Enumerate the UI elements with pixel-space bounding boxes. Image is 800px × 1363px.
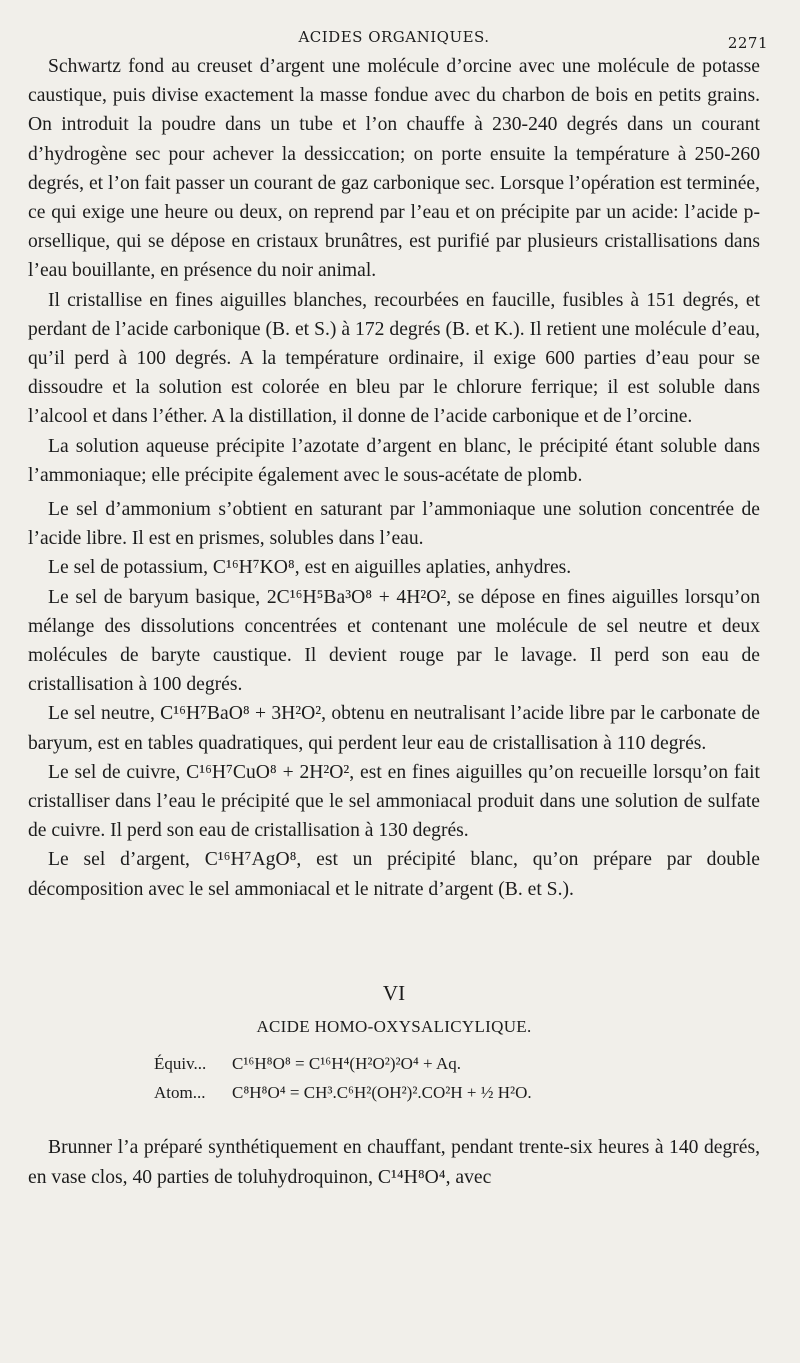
page-number: 2271 xyxy=(727,34,768,52)
paragraph-potassium-salt: Le sel de potassium, C¹⁶H⁷KO⁸, est en aiguilles aplaties, anhydres. xyxy=(48,557,572,579)
paragraph-silver-salt: Le sel d’argent, C¹⁶H⁷AgO⁸, est un précipité blanc, qu’on prépare par double décomposition avec le sel ammoniacal et le nitrate d’argent (B. et S.). xyxy=(28,849,760,900)
formula-text: C⁸H⁸O⁴ = CH³.C⁶H²(OH²)².CO²H + ½ H²O. xyxy=(232,1083,532,1103)
section-number: VI xyxy=(382,980,406,1005)
formula-row-atom xyxy=(154,1078,760,1107)
formula-text: C¹⁶H⁸O⁸ = C¹⁶H⁴(H²O²)²O⁴ + Aq. xyxy=(232,1054,461,1074)
formula-row-equiv xyxy=(154,1049,760,1078)
paragraph-reactions: La solution aqueuse précipite l’azotate d’argent en blanc, le précipité étant soluble dans l’ammoniaque; elle précipite également avec le sous-acétate de plomb. xyxy=(28,435,760,486)
paragraph-basic-barium-salt: Le sel de baryum basique, 2C¹⁶H⁵Ba³O⁸ + 4H²O², se dépose en fines aiguilles lorsqu’on mélange des dissolutions concentrées et contenant une molécule de sel neutre et deux molécules de baryte caustique. Il devient rouge par le lavage. Il perd son eau de cristallisation à 100 degrés. xyxy=(28,586,760,696)
formula-label: Équiv... xyxy=(154,1054,207,1074)
formula-block xyxy=(154,1049,760,1107)
running-title: ACIDES ORGANIQUES. xyxy=(298,28,490,46)
paragraph-neutral-salt: Le sel neutre, C¹⁶H⁷BaO⁸ + 3H²O², obtenu en neutralisant l’acide libre par le carbonate de baryum, est en tables quadratiques, qui perdent leur eau de cristallisation à 110 degrés. xyxy=(28,703,760,754)
paragraph-properties: Il cristallise en fines aiguilles blanches, recourbées en faucille, fusibles à 151 degrés, et perdant de l’acide carbonique (B. et S.) à 172 degrés (B. et K.). Il retient une molécule d’eau, qu’il perd à 100 degrés. A la température ordinaire, il exige 600 parties d’eau pour se dissoudre et la solution est colorée en bleu par le chlorure ferrique; il est soluble dans l’alcool et dans l’éther. A la distillation, il donne de l’acide carbonique et de l’orcine. xyxy=(28,289,760,428)
paragraph-ammonium-salt: Le sel d’ammonium s’obtient en saturant par l’ammoniaque une solution concentrée de l’acide libre. Il est en prismes, solubles dans l’eau. xyxy=(28,499,760,550)
paragraph-synthesis: Brunner l’a préparé synthétiquement en chauffant, pendant trente-six heures à 140 degrés, en vase clos, 40 parties de toluhydroquinon, C¹⁴H⁸O⁴, avec xyxy=(28,1137,760,1188)
running-head xyxy=(28,22,768,52)
paragraph-preparation: Schwartz fond au creuset d’argent une molécule d’orcine avec une molécule de potasse caustique, puis divise exactement la masse fondue avec du charbon de bois en petits grains. On introduit la poudre dans un tube et l’on chauffe à 230-240 degrés dans un courant d’hydrogène sec pour achever la dessiccation; on porte ensuite la température à 250-260 degrés, et l’on fait passer un courant de gaz carbonique sec. Lorsque l’opération est terminée, ce qui exige une heure ou deux, on reprend par l’eau et on précipite par un acide: l’acide p-orsellique, qui se dépose en cristaux brunâtres, est purifié par plusieurs cristallisations dans l’eau bouillante, en présence du noir animal. xyxy=(28,56,760,282)
formula-label: Atom... xyxy=(154,1083,206,1103)
section-title: ACIDE HOMO-OXYSALICYLIQUE. xyxy=(256,1017,532,1037)
body-text xyxy=(28,52,760,1192)
paragraph-copper-salt: Le sel de cuivre, C¹⁶H⁷CuO⁸ + 2H²O², est en fines aiguilles qu’on recueille lorsqu’on fait cristalliser dans l’eau le précipité que le sel ammoniacal produit dans une solution de sulfate de cuivre. Il perd son eau de cristallisation à 130 degrés. xyxy=(28,761,760,842)
